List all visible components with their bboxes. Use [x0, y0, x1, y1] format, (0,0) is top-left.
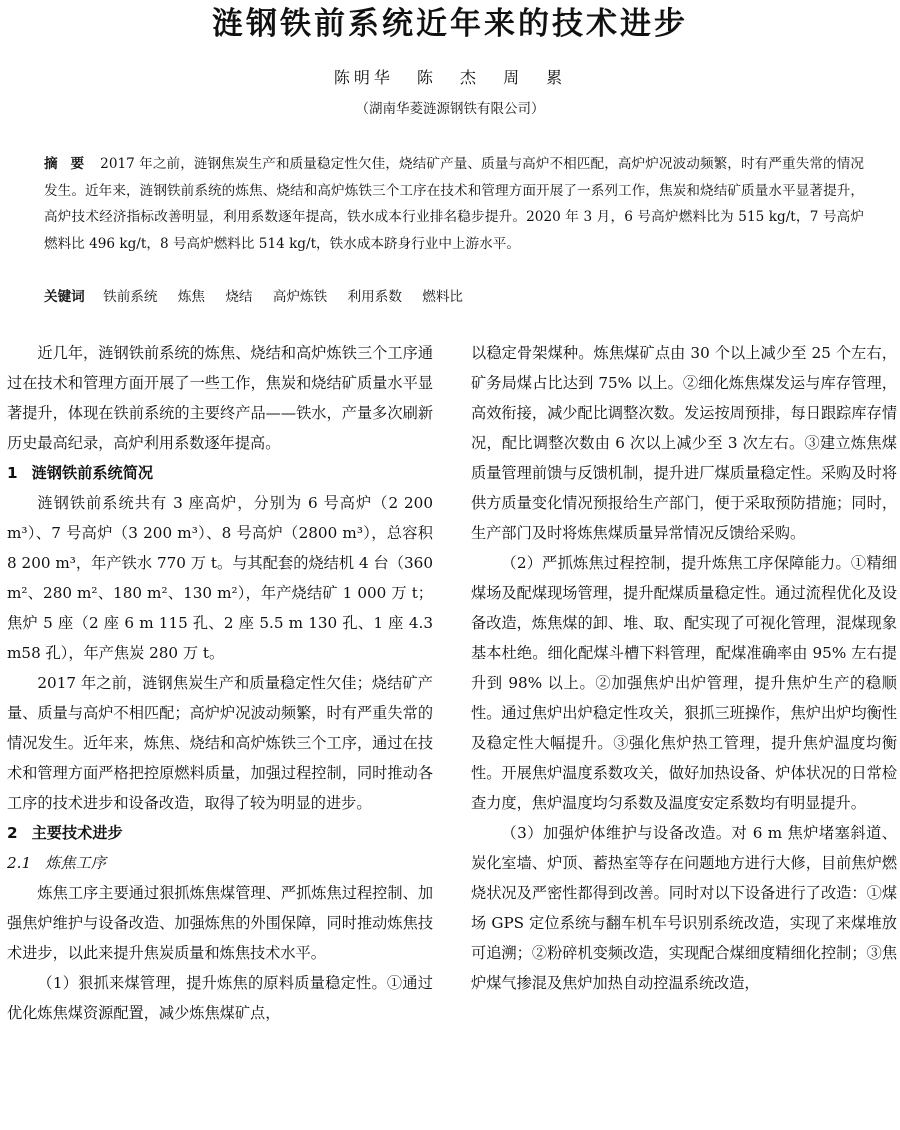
section-title: 涟钢铁前系统简况 [31, 464, 154, 482]
body-paragraph: 2017 年之前，涟钢焦炭生产和质量稳定性欠佳；烧结矿产量、质量与高炉不相匹配；高炉炉况波动频繁，时有严重失常的情况发生。近年来，炼焦、烧结和高炉炼铁三个工序，通过在技术和管理方面严格把控原燃料质量，加强过程控制，同时推动各工序的技术进步和设备改造，取得了较为明显的进步。 [7, 674, 433, 812]
left-column [7, 338, 433, 1128]
intro-paragraph: 近几年，涟钢铁前系统的炼焦、烧结和高炉炼铁三个工序通过在技术和管理方面开展了一些工作，焦炭和烧结矿质量水平显著提升，体现在铁前系统的主要终产品——铁水，产量多次刷新历史最高纪录，高炉利用系数逐年提高。 [7, 344, 433, 452]
keywords-label: 关键词 [44, 289, 85, 305]
section-number: 2 [7, 824, 18, 842]
keyword: 铁前系统 [103, 289, 158, 305]
subsection-number: 2.1 [7, 854, 32, 872]
body-paragraph: （2）严抓炼焦过程控制，提升炼焦工序保障能力。①精细煤场及配煤现场管理，提升配煤质量稳定性。通过流程优化及设备改造，炼焦煤的卸、堆、取、配实现了可视化管理，混煤现象基本杜绝。细化配煤斗槽下料管理，配煤准确率由 95% 左右提升到 98% 以上。②加强焦炉出炉管理，提升焦炉生产的稳顺性。通过焦炉出炉稳定性攻关，狠抓三班操作，焦炉出炉均衡性及稳定性大幅提升。③强化焦炉热工管理，提升焦炉温度均衡性。开展焦炉温度系数攻关，做好加热设备、炉体状况的日常检查力度，焦炉温度均匀系数及温度安定系数均有明显提升。 [471, 554, 897, 812]
section-heading-2 [7, 818, 433, 848]
abstract-text: 2017 年之前，涟钢焦炭生产和质量稳定性欠佳，烧结矿产量、质量与高炉不相匹配，高炉炉况波动频繁，时有严重失常的情况发生。近年来，涟钢铁前系统的炼焦、烧结和高炉炼铁三个工序在技术和管理方面开展了一系列工作，焦炭和烧结矿质量水平显著提升，高炉技术经济指标改善明显，利用系数逐年提高，铁水成本行业排名稳步提升。2020 年 3 月，6 号高炉燃料比为 515 kg/t，7 号高炉燃料比 496 kg/t，8 号高炉燃料比 514 kg/t，铁水成本跻身行业中上游水平。 [44, 156, 864, 252]
abstract [44, 151, 864, 257]
section-heading-1 [7, 458, 433, 488]
keyword: 利用系数 [347, 289, 402, 305]
body-paragraph: 炼焦工序主要通过狠抓炼焦煤管理、严抓炼焦过程控制、加强焦炉维护与设备改造、加强炼焦的外围保障，同时推动炼焦技术进步，以此来提升焦炭质量和炼焦技术水平。 [7, 884, 433, 962]
body-paragraph: （1）狠抓来煤管理，提升炼焦的原料质量稳定性。①通过优化炼焦煤资源配置，减少炼焦煤矿点， [7, 974, 433, 1022]
keyword: 高炉炼铁 [272, 289, 328, 305]
section-number: 1 [7, 464, 18, 482]
section-title: 主要技术进步 [31, 824, 123, 842]
keyword: 燃料比 [422, 289, 464, 305]
abstract-label: 摘 要 [44, 156, 89, 172]
authors: 陈明华 陈 杰 周 累 [333, 68, 567, 87]
continued-paragraph: 以稳定骨架煤种。炼焦煤矿点由 30 个以上减少至 25 个左右，矿务局煤占比达到 75% 以上。②细化炼焦煤发运与库存管理，高效衔接，减少配比调整次数。发运按周预排，每日跟踪库存情况，配比调整次数由 6 次以上减少至 3 次左右。③建立炼焦煤质量管理前馈与反馈机制，提升进厂煤质量稳定性。采购及时将供方质量变化情况预报给生产部门，便于采取预防措施；同时，生产部门及时将炼焦煤质量异常情况反馈给采购。 [471, 344, 897, 542]
keyword: 烧结 [225, 289, 253, 305]
right-column [471, 338, 897, 1128]
body-paragraph: （3）加强炉体维护与设备改造。对 6 m 焦炉堵塞斜道、炭化室墙、炉顶、蓄热室等存在问题地方进行大修，目前焦炉燃烧状况及严密性都得到改善。同时对以下设备进行了改造：①煤场 GPS 定位系统与翻车机车号识别系统改造，实现了来煤堆放可追溯；②粉碎机变频改造，实现配合煤细度精细化控制；③焦炉煤气掺混及焦炉加热自动控温系统改造， [471, 824, 897, 992]
paper-title: 涟钢铁前系统近年来的技术进步 [212, 6, 688, 42]
body-paragraph: 涟钢铁前系统共有 3 座高炉，分别为 6 号高炉（2 200 m³）、7 号高炉（3 200 m³）、8 号高炉（2800 m³），总容积 8 200 m³，年产铁水 770 万 t。与其配套的烧结机 4 台（360 m²、280 m²、180 m²、130 m²），年产烧结矿 1 000 万 t；焦炉 5 座（2 座 6 m 115 孔、2 座 5.5 m 130 孔、1 座 4.3 m58 孔），年产焦炭 280 万 t。 [7, 494, 433, 662]
affiliation: （湖南华菱涟源钢铁有限公司） [355, 101, 545, 117]
keyword: 炼焦 [177, 289, 205, 305]
subsection-title: 炼焦工序 [45, 854, 106, 872]
subsection-heading-2-1 [7, 848, 433, 878]
keywords [44, 284, 864, 311]
